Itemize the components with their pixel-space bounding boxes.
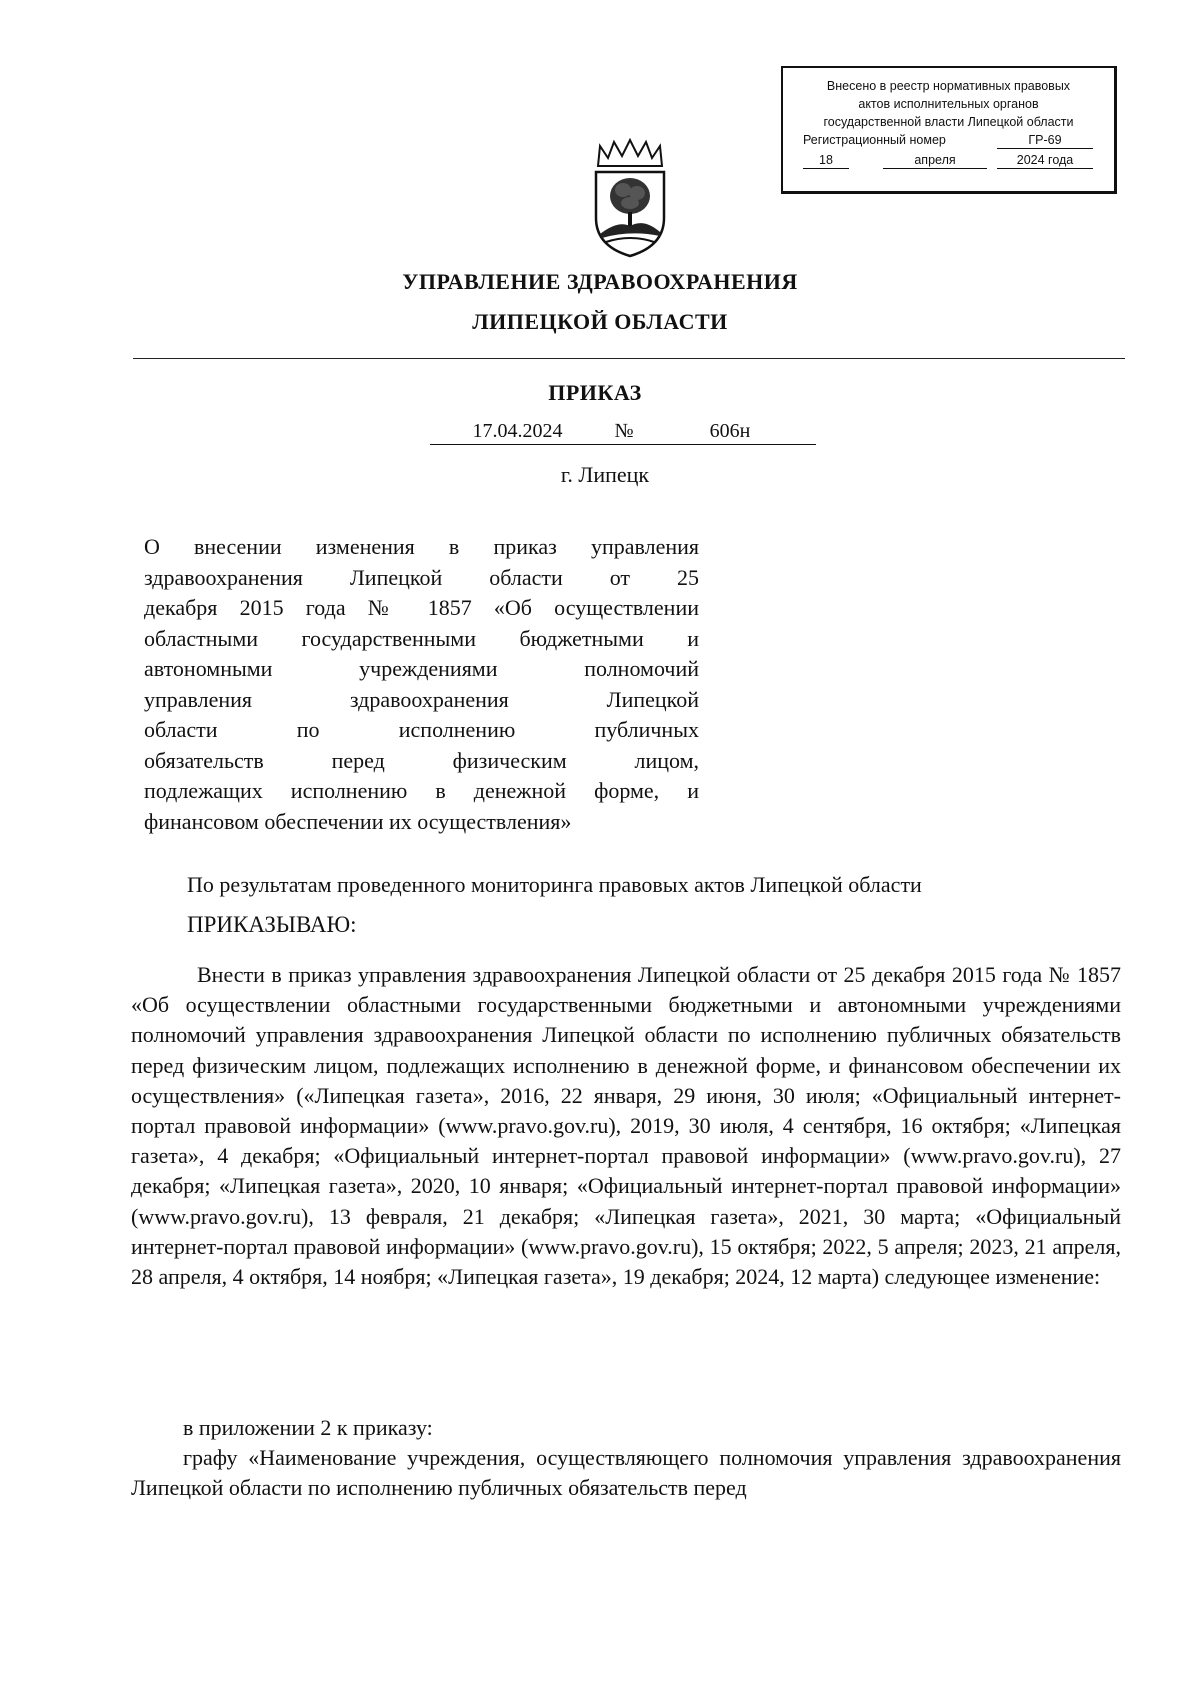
body-paragraph: Внести в приказ управления здравоохранения Липецкой области от 25 декабря 2015 года № 1857 «Об осуществлении областными государственными бюджетными и автономными учреждениями полномочий управления здравоохранения Липецкой области по исполнению публичных обязательств перед физическим лицом, подлежащих исполнению в денежной форме, и финансовом обеспечении их осуществления» («Липецкая газета», 2016, 22 января, 29 июня, 30 июля; «Официальный интернет-портал правовой информации» (www.pravo.gov.ru), 2019, 30 июля, 4 сентября, 16 октября; «Липецкая газета», 4 декабря; «Официальный интернет-портал правовой информации» (www.pravo.gov.ru), 27 декабря; «Липецкая газета», 2020, 10 января; «Официальный интернет-портал правовой информации» (www.pravo.gov.ru), 13 февраля, 21 декабря; «Липецкая газета», 2021, 30 марта; «Официальный интернет-портал правовой информации» (www.pravo.gov.ru), 15 октября; 2022, 5 апреля; 2023, 21 апреля, 28 апреля, 4 октября, 14 ноября; «Липецкая газета», 19 декабря; 2024, 12 марта) следующее изменение: — [131, 962, 1121, 1290]
subject-line: финансовом обеспечении их осуществления» — [144, 808, 572, 834]
order-date-number — [0, 420, 1200, 450]
subject-line: управления здравоохранения Липецкой — [144, 686, 699, 712]
stamp-line-2: актов исполнительных органов — [858, 97, 1039, 111]
header-divider — [133, 358, 1125, 359]
stamp-date-row — [783, 151, 1114, 171]
subject-line: обязательств перед физическим лицом, — [144, 747, 699, 773]
stamp-reg-number: ГР-69 — [997, 131, 1093, 149]
subject-line: областными государственными бюджетными и — [144, 625, 699, 651]
order-number: 606н — [644, 420, 816, 445]
basis-text: По результатам проведенного мониторинга правовых актов Липецкой области — [187, 872, 922, 897]
order-city: г. Липецк — [560, 462, 650, 487]
stamp-day: 18 — [803, 151, 849, 169]
order-subject — [144, 532, 699, 837]
order-date: 17.04.2024 — [430, 420, 605, 445]
lipetsk-coat-of-arms-icon — [590, 138, 670, 258]
subject-line: области по исполнению публичных — [144, 717, 699, 742]
stamp-year: 2024 года — [997, 151, 1093, 169]
subject-line: автономными учреждениями полномочий — [144, 656, 699, 681]
stamp-reg-label: Регистрационный номер — [803, 133, 946, 147]
subject-line: О внесении изменения в приказ управления — [144, 534, 699, 559]
registry-stamp — [781, 66, 1117, 194]
subject-line: подлежащих исполнению в денежной форме, и — [144, 778, 699, 803]
subject-line: здравоохранения Липецкой области от 25 — [144, 564, 699, 590]
stamp-line-1: Внесено в реестр нормативных правовых — [826, 79, 1071, 93]
appendix-line: в приложении 2 к приказу: — [183, 1415, 433, 1440]
stamp-line-3: государственной власти Липецкой области — [823, 115, 1074, 129]
stamp-month: апреля — [883, 151, 987, 169]
org-name-line-1: УПРАВЛЕНИЕ ЗДРАВООХРАНЕНИЯ — [402, 269, 798, 294]
subject-line: декабря 2015 года № 1857 «Об осуществлении — [144, 595, 699, 620]
stamp-reg-row — [783, 131, 1114, 151]
decree-word: ПРИКАЗЫВАЮ: — [187, 912, 357, 937]
order-number-sign: № — [604, 420, 644, 445]
column-paragraph: графу «Наименование учреждения, осуществляющего полномочия управления здравоохранения Липецкой области по исполнению публичных обязательств перед — [131, 1445, 1121, 1501]
order-title: ПРИКАЗ — [548, 380, 642, 405]
org-name-line-2: ЛИПЕЦКОЙ ОБЛАСТИ — [472, 309, 728, 334]
